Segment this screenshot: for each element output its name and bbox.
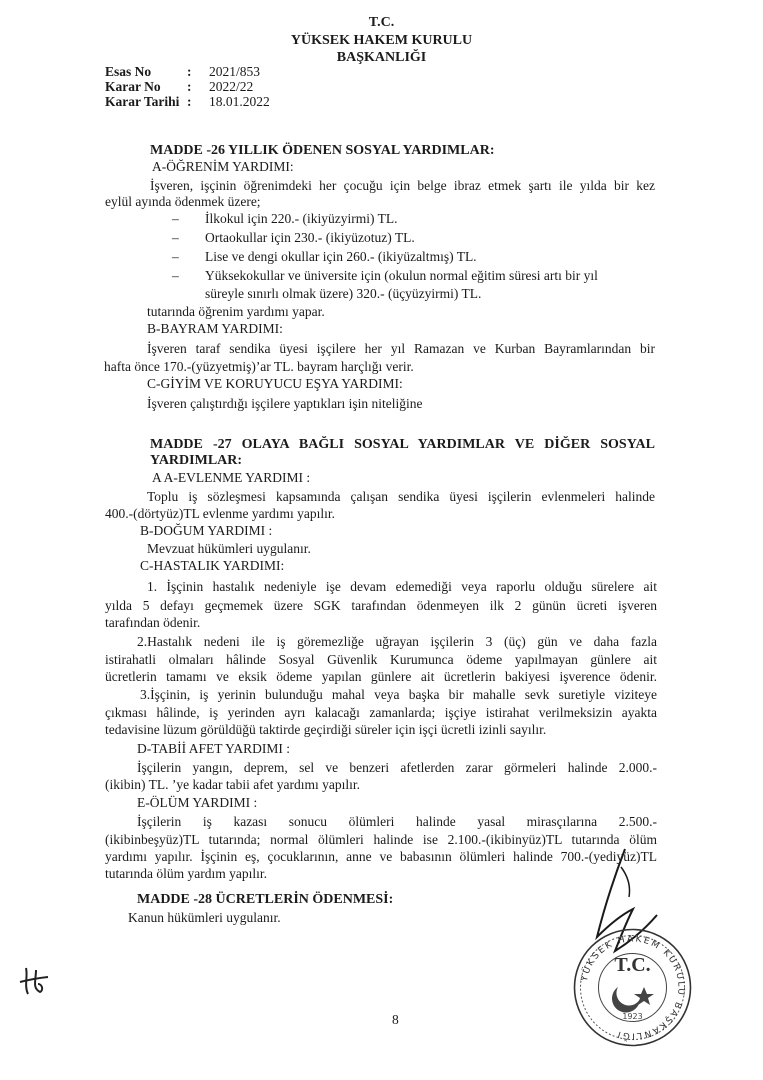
list-bullet: – [172,230,179,245]
paragraph-line: İşveren çalıştırdığı işçilere yaptıkları işin niteliğine [147,396,423,411]
list-item: İlkokul için 220.- (ikiyüzyirmi) TL. [205,211,398,226]
paragraph-line: çıkması hâlinde, iş yerinden ayrı kalacağı zamanlarda; işçiye istirahat verilmeksizin ayakta [105,705,657,720]
paragraph-line: tutarında öğrenim yardımı yapar. [147,304,325,319]
paragraph-line: Mevzuat hükümleri uygulanır. [147,541,311,556]
seal-year: 1923 [622,1012,643,1021]
tarih-value: 18.01.2022 [209,94,270,109]
paragraph-line: 3.İşçinin, iş yerinin bulunduğu mahal veya başka bir mahalle sevk suretiyle viziteye [140,687,657,702]
karar-label: Karar No [105,79,161,94]
colon: : [187,94,192,109]
karar-value: 2022/22 [209,79,254,94]
star-icon [634,987,654,1005]
esas-value: 2021/853 [209,64,261,79]
paragraph-line: İşveren, işçinin öğrenimdeki her çocuğu için belge ibraz etmek şartı ile yılda bir kez [150,178,655,193]
article-28-title: MADDE -28 ÜCRETLERİN ÖDENMESİ: [137,892,394,907]
paragraph-line: 400.-(dörtyüz)TL evlenme yardımı yapılır. [105,506,336,521]
list-bullet: – [172,268,179,283]
header-institution: YÜKSEK HAKEM KURULU [290,33,473,48]
page-number: 8 [392,1012,399,1027]
article-27-title-cont: YARDIMLAR: [150,453,243,468]
seal-center-text: T.C. [614,954,651,976]
header-presidency: BAŞKANLIĞI [336,50,427,65]
section-heading: A A-EVLENME YARDIMI : [152,470,311,485]
section-heading: B-BAYRAM YARDIMI: [147,321,283,336]
colon: : [187,79,192,94]
list-item-continued: süreyle sınırlı olmak üzere) 320.- (üçyüzyirmi) TL. [205,286,482,301]
section-heading: D-TABİİ AFET YARDIMI : [137,741,291,756]
paragraph-line: tutarında ölüm yardım yapılır. [105,866,267,881]
paragraph-line: Kanun hükümleri uygulanır. [128,910,281,925]
paragraph-line: 2.Hastalık nedeni ile iş göremezliğe uğrayan işçilerin 3 (üç) gün ve daha fazla [137,634,657,649]
section-heading: B-DOĞUM YARDIMI : [140,523,273,538]
paragraph-line: istirahatli olmaları hâlinde Sosyal Güvenlik Kurumunca ödeme yapılmayan günlere ait [105,652,657,667]
colon: : [187,64,192,79]
paragraph-line: İşveren taraf sendika üyesi işçilere her yıl Ramazan ve Kurban Bayramlarından bir [147,341,655,356]
paragraph-line: İşçilerin iş kazası sonucu ölümleri halinde yasal mirasçılarına 2.500.- [137,814,657,829]
list-item: Yüksekokullar ve üniversite için (okulun normal eğitim süresi artı bir yıl [205,268,598,283]
paragraph-line: 1. İşçinin hastalık nedeniyle işe devam edemediği veya raporlu olduğu sürelere ait [147,579,657,594]
list-item: Lise ve dengi okullar için 260.- (ikiyüzaltmış) TL. [205,249,477,264]
section-heading: E-ÖLÜM YARDIMI : [137,795,258,810]
section-heading: C-HASTALIK YARDIMI: [140,558,285,573]
header-tc: T.C. [368,15,395,30]
section-heading: C-GİYİM VE KORUYUCU EŞYA YARDIMI: [147,376,403,391]
list-item: Ortaokullar için 230.- (ikiyüzotuz) TL. [205,230,415,245]
paragraph-line: (ikibinbeşyüz)TL tutarında; normal ölümleri halinde ise 2.100.-(ikibinyüz)TL tutarında ölüm [105,832,657,847]
section-heading: A-ÖĞRENİM YARDIMI: [152,159,294,174]
crescent-icon [612,987,640,1012]
paragraph-line: İşçilerin yangın, deprem, sel ve benzeri afetlerden zarar görmeleri halinde 2.000.- [137,760,657,775]
paragraph-line: yardımı yapılır. İşçinin eş, çocuklarının, anne ve babasının ölümleri halinde 700.-(yediyüz)TL [105,849,657,864]
paragraph-line: tedavisine lüzum görüldüğü taktirde geçirdiği süreler için işçi ücretli izinli sayılır. [105,722,547,737]
paragraph-line: Toplu iş sözleşmesi kapsamında çalışan sendika üyesi işçilerin evlenmeleri halinde [147,489,655,504]
paragraph-line: (ikibin) TL. ’ye kadar tabii afet yardımı yapılır. [105,777,361,792]
paragraph-line: ücretlerin tamamı ve eksik ödeme yapılan günlere ait ücretlerin bakiyesi işverence ödenir. [105,669,657,684]
paragraph-line: yılda 5 defayı geçmemek üzere SGK tarafından ödenmeyen ilk 2 günün ücreti işveren [105,598,657,613]
official-seal [570,925,695,1050]
paragraph-line: eylül ayında ödenmek üzere; [105,194,261,209]
case-metadata [105,64,270,109]
article-27-title: MADDE -27 OLAYA BAĞLI SOSYAL YARDIMLAR VE DİĞER SOSYAL [150,437,655,452]
svg-text:YÜKSEK HAKEM KURULU BAŞKANLIĞI [580,934,686,1042]
paragraph-line: hafta önce 170.-(yüzyetmiş)’ar TL. bayram harçlığı verir. [104,359,414,374]
list-bullet: – [172,249,179,264]
esas-label: Esas No [105,64,152,79]
initials-mark [14,960,54,1000]
list-bullet: – [172,211,179,226]
paragraph-line: tarafından ödenir. [105,615,201,630]
article-26-title: MADDE -26 YILLIK ÖDENEN SOSYAL YARDIMLAR: [150,143,495,158]
seal-ring-text: YÜKSEK HAKEM KURULU BAŞKANLIĞI [579,934,686,1041]
tarih-label: Karar Tarihi [105,94,180,109]
